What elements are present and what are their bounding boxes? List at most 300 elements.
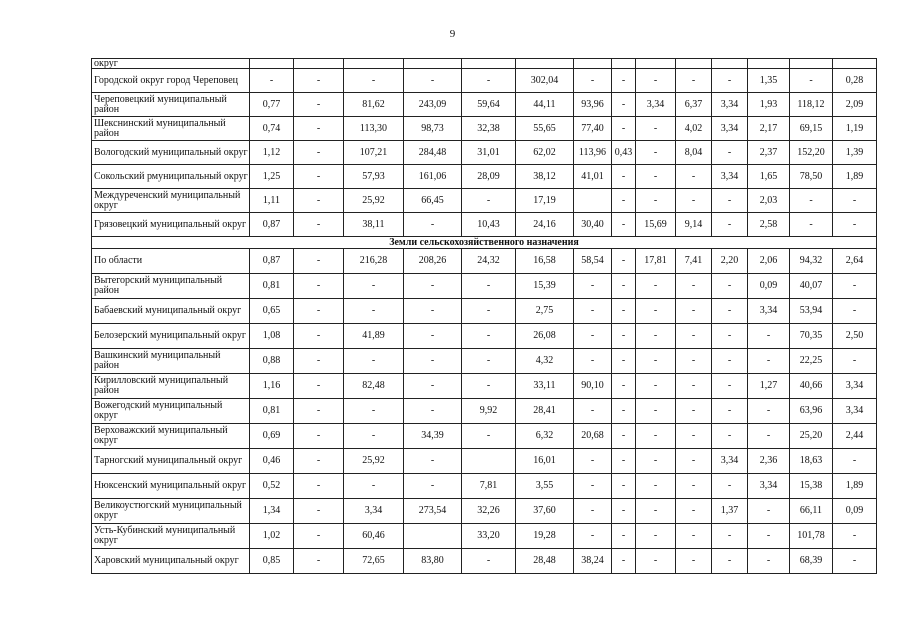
value-cell: 1,02 (250, 524, 294, 549)
value-cell: - (612, 524, 636, 549)
value-cell: - (833, 213, 877, 237)
table-row (92, 299, 877, 324)
value-cell: 3,34 (344, 499, 404, 524)
value-cell: - (676, 549, 712, 574)
value-cell: 8,04 (676, 141, 712, 165)
value-cell: 113,96 (574, 141, 612, 165)
region-name-cell: Вашкинский муниципальный район (92, 349, 250, 374)
value-cell: - (712, 299, 748, 324)
value-cell: 22,25 (790, 349, 833, 374)
value-cell: 0,87 (250, 249, 294, 274)
value-cell: 17,19 (516, 189, 574, 213)
value-cell: 1,11 (250, 189, 294, 213)
value-cell: 1,25 (250, 165, 294, 189)
value-cell: 32,26 (462, 499, 516, 524)
value-cell: - (676, 69, 712, 93)
value-cell (516, 59, 574, 69)
value-cell: 3,34 (712, 449, 748, 474)
value-cell: - (462, 189, 516, 213)
value-cell: - (612, 93, 636, 117)
value-cell: 2,58 (748, 213, 790, 237)
value-cell: 55,65 (516, 117, 574, 141)
value-cell: 81,62 (344, 93, 404, 117)
value-cell: 28,41 (516, 399, 574, 424)
region-name-cell: Вологодский муниципальный округ (92, 141, 250, 165)
value-cell: 63,96 (790, 399, 833, 424)
value-cell (404, 524, 462, 549)
value-cell: 37,60 (516, 499, 574, 524)
section-title: Земли сельскохозяйственного назначения (92, 237, 877, 249)
table-row (92, 399, 877, 424)
value-cell: - (612, 424, 636, 449)
table-row (92, 349, 877, 374)
value-cell: 3,34 (748, 474, 790, 499)
value-cell: 38,12 (516, 165, 574, 189)
value-cell: 31,01 (462, 141, 516, 165)
value-cell: 302,04 (516, 69, 574, 93)
value-cell: - (404, 69, 462, 93)
value-cell: - (344, 349, 404, 374)
value-cell: 2,44 (833, 424, 877, 449)
region-name-cell: Кирилловский муниципальный район (92, 374, 250, 399)
value-cell: - (712, 324, 748, 349)
value-cell: 1,93 (748, 93, 790, 117)
table-row (92, 374, 877, 399)
value-cell: 16,58 (516, 249, 574, 274)
value-cell: 15,39 (516, 274, 574, 299)
table-row (92, 499, 877, 524)
value-cell: - (404, 324, 462, 349)
region-name-cell: Верховажский муниципальный округ (92, 424, 250, 449)
value-cell: 60,46 (344, 524, 404, 549)
value-cell: 2,20 (712, 249, 748, 274)
value-cell: 243,09 (404, 93, 462, 117)
value-cell: - (574, 524, 612, 549)
value-cell: - (250, 69, 294, 93)
region-name-cell: Сокольский рмуниципальный округ (92, 165, 250, 189)
value-cell: - (294, 141, 344, 165)
value-cell: - (612, 374, 636, 399)
region-name-cell: Междуреченский муниципальный округ (92, 189, 250, 213)
value-cell: - (790, 69, 833, 93)
value-cell: - (404, 274, 462, 299)
value-cell: - (676, 299, 712, 324)
value-cell: - (574, 274, 612, 299)
value-cell: - (676, 399, 712, 424)
region-name-cell: Череповецкий муниципальный район (92, 93, 250, 117)
value-cell: 20,68 (574, 424, 612, 449)
value-cell: 3,34 (712, 93, 748, 117)
value-cell: 15,38 (790, 474, 833, 499)
value-cell: 101,78 (790, 524, 833, 549)
value-cell: - (612, 499, 636, 524)
value-cell: - (712, 274, 748, 299)
value-cell: 93,96 (574, 93, 612, 117)
value-cell: 19,28 (516, 524, 574, 549)
region-name-cell: Бабаевский муниципальный округ (92, 299, 250, 324)
value-cell: - (636, 117, 676, 141)
value-cell: 30,40 (574, 213, 612, 237)
value-cell: 0,77 (250, 93, 294, 117)
value-cell: 2,09 (833, 93, 877, 117)
value-cell: - (404, 213, 462, 237)
value-cell: - (636, 374, 676, 399)
value-cell: 0,52 (250, 474, 294, 499)
value-cell: 70,35 (790, 324, 833, 349)
value-cell: 3,55 (516, 474, 574, 499)
value-cell: - (612, 69, 636, 93)
value-cell: - (712, 69, 748, 93)
value-cell: 41,01 (574, 165, 612, 189)
value-cell: - (748, 499, 790, 524)
value-cell: 82,48 (344, 374, 404, 399)
value-cell: 118,12 (790, 93, 833, 117)
value-cell: - (676, 449, 712, 474)
value-cell: - (636, 165, 676, 189)
value-cell: - (748, 349, 790, 374)
value-cell (574, 59, 612, 69)
value-cell: - (462, 374, 516, 399)
value-cell: 4,32 (516, 349, 574, 374)
value-cell: - (833, 524, 877, 549)
value-cell: 41,89 (344, 324, 404, 349)
table-row (92, 165, 877, 189)
value-cell: - (712, 399, 748, 424)
value-cell: 28,48 (516, 549, 574, 574)
value-cell: 2,36 (748, 449, 790, 474)
region-name-cell: Нюксенский муниципальный округ (92, 474, 250, 499)
value-cell: 0,69 (250, 424, 294, 449)
value-cell: 1,37 (712, 499, 748, 524)
value-cell: - (612, 213, 636, 237)
value-cell (574, 189, 612, 213)
value-cell: - (294, 93, 344, 117)
value-cell: - (833, 189, 877, 213)
value-cell: - (676, 274, 712, 299)
value-cell: - (790, 213, 833, 237)
region-name-cell: Тарногский муниципальный округ (92, 449, 250, 474)
value-cell: - (676, 524, 712, 549)
value-cell: 66,45 (404, 189, 462, 213)
value-cell: 107,21 (344, 141, 404, 165)
value-cell: - (612, 165, 636, 189)
value-cell (612, 59, 636, 69)
value-cell: 1,12 (250, 141, 294, 165)
value-cell: - (636, 474, 676, 499)
value-cell: 2,17 (748, 117, 790, 141)
table-row (92, 189, 877, 213)
value-cell: - (676, 324, 712, 349)
value-cell: 94,32 (790, 249, 833, 274)
value-cell: 0,28 (833, 69, 877, 93)
table-row (92, 141, 877, 165)
value-cell: 216,28 (344, 249, 404, 274)
value-cell: - (636, 549, 676, 574)
value-cell: - (636, 274, 676, 299)
value-cell: - (462, 424, 516, 449)
value-cell (294, 59, 344, 69)
value-cell: 2,75 (516, 299, 574, 324)
value-cell: 24,32 (462, 249, 516, 274)
value-cell: 33,20 (462, 524, 516, 549)
value-cell: 40,07 (790, 274, 833, 299)
value-cell: - (344, 399, 404, 424)
value-cell: - (612, 249, 636, 274)
value-cell: - (462, 549, 516, 574)
value-cell: - (294, 299, 344, 324)
value-cell: - (462, 324, 516, 349)
value-cell: 83,80 (404, 549, 462, 574)
value-cell: - (344, 424, 404, 449)
value-cell: - (294, 524, 344, 549)
value-cell: 24,16 (516, 213, 574, 237)
value-cell: - (294, 117, 344, 141)
value-cell (712, 59, 748, 69)
value-cell: - (712, 141, 748, 165)
value-cell: - (748, 524, 790, 549)
value-cell: - (612, 349, 636, 374)
value-cell: 72,65 (344, 549, 404, 574)
value-cell: 2,03 (748, 189, 790, 213)
value-cell: 273,54 (404, 499, 462, 524)
value-cell: - (574, 299, 612, 324)
value-cell: - (636, 141, 676, 165)
value-cell: 284,48 (404, 141, 462, 165)
region-name-cell: Вытегорский муниципальный район (92, 274, 250, 299)
value-cell: 1,08 (250, 324, 294, 349)
value-cell (462, 59, 516, 69)
value-cell: 1,19 (833, 117, 877, 141)
value-cell: 1,27 (748, 374, 790, 399)
value-cell: - (712, 424, 748, 449)
table-row (92, 117, 877, 141)
value-cell: - (612, 117, 636, 141)
value-cell: - (462, 299, 516, 324)
value-cell: 1,34 (250, 499, 294, 524)
value-cell: 59,64 (462, 93, 516, 117)
value-cell: 69,15 (790, 117, 833, 141)
value-cell: - (712, 374, 748, 399)
value-cell: 1,35 (748, 69, 790, 93)
table-row (92, 549, 877, 574)
region-name-cell: Шекснинский муниципальный район (92, 117, 250, 141)
value-cell: 28,09 (462, 165, 516, 189)
value-cell (748, 59, 790, 69)
value-cell: 152,20 (790, 141, 833, 165)
value-cell: 40,66 (790, 374, 833, 399)
region-name-cell: Вожегодский муниципальный округ (92, 399, 250, 424)
value-cell: - (748, 549, 790, 574)
value-cell: 0,88 (250, 349, 294, 374)
value-cell (462, 449, 516, 474)
table-row (92, 424, 877, 449)
value-cell: - (712, 189, 748, 213)
value-cell (833, 59, 877, 69)
value-cell: - (636, 499, 676, 524)
table-row (92, 524, 877, 549)
value-cell: - (344, 299, 404, 324)
value-cell: 0,85 (250, 549, 294, 574)
region-name-cell: По области (92, 249, 250, 274)
value-cell (676, 59, 712, 69)
value-cell: - (676, 374, 712, 399)
section-header-row (92, 237, 877, 249)
value-cell: - (612, 474, 636, 499)
value-cell: 3,34 (833, 374, 877, 399)
value-cell: 98,73 (404, 117, 462, 141)
value-cell: 6,37 (676, 93, 712, 117)
value-cell: - (294, 474, 344, 499)
table-row (92, 449, 877, 474)
table-row (92, 213, 877, 237)
value-cell: 90,10 (574, 374, 612, 399)
value-cell: - (294, 399, 344, 424)
value-cell: - (612, 299, 636, 324)
value-cell: 62,02 (516, 141, 574, 165)
value-cell: 78,50 (790, 165, 833, 189)
value-cell: - (712, 213, 748, 237)
value-cell: - (833, 549, 877, 574)
value-cell: 3,34 (712, 165, 748, 189)
value-cell: - (636, 324, 676, 349)
value-cell: 17,81 (636, 249, 676, 274)
table-row (92, 69, 877, 93)
value-cell: - (748, 424, 790, 449)
value-cell: - (636, 189, 676, 213)
value-cell: - (612, 324, 636, 349)
value-cell: - (676, 165, 712, 189)
value-cell: - (636, 449, 676, 474)
value-cell: - (612, 274, 636, 299)
value-cell: - (712, 524, 748, 549)
value-cell: - (574, 499, 612, 524)
value-cell: - (676, 474, 712, 499)
value-cell: 113,30 (344, 117, 404, 141)
value-cell: 6,32 (516, 424, 574, 449)
value-cell: - (294, 449, 344, 474)
value-cell: - (574, 324, 612, 349)
value-cell (636, 59, 676, 69)
value-cell: 0,74 (250, 117, 294, 141)
value-cell: - (294, 349, 344, 374)
value-cell: 10,43 (462, 213, 516, 237)
value-cell: 0,09 (748, 274, 790, 299)
value-cell: 16,01 (516, 449, 574, 474)
value-cell: 208,26 (404, 249, 462, 274)
value-cell: - (612, 549, 636, 574)
region-name-cell: Усть-Кубинский муниципальный округ (92, 524, 250, 549)
value-cell (790, 59, 833, 69)
value-cell: 25,20 (790, 424, 833, 449)
value-cell: - (294, 69, 344, 93)
value-cell: - (833, 349, 877, 374)
value-cell: 2,06 (748, 249, 790, 274)
value-cell: - (404, 474, 462, 499)
value-cell: 15,69 (636, 213, 676, 237)
value-cell: 9,92 (462, 399, 516, 424)
value-cell: - (344, 69, 404, 93)
value-cell: 25,92 (344, 189, 404, 213)
value-cell: 77,40 (574, 117, 612, 141)
value-cell: 3,34 (748, 299, 790, 324)
page-number: 9 (449, 28, 456, 40)
value-cell: - (712, 549, 748, 574)
value-cell: - (574, 449, 612, 474)
value-cell: 1,65 (748, 165, 790, 189)
value-cell: 1,16 (250, 374, 294, 399)
value-cell: 0,43 (612, 141, 636, 165)
value-cell: 7,41 (676, 249, 712, 274)
value-cell: - (790, 189, 833, 213)
value-cell: - (294, 274, 344, 299)
value-cell: - (636, 424, 676, 449)
value-cell: 1,89 (833, 165, 877, 189)
value-cell: 0,81 (250, 274, 294, 299)
value-cell: 38,11 (344, 213, 404, 237)
value-cell: - (294, 213, 344, 237)
value-cell: - (404, 349, 462, 374)
value-cell: - (574, 474, 612, 499)
value-cell: 25,92 (344, 449, 404, 474)
value-cell: - (676, 424, 712, 449)
value-cell: 33,11 (516, 374, 574, 399)
value-cell: 66,11 (790, 499, 833, 524)
value-cell: - (636, 524, 676, 549)
value-cell: 53,94 (790, 299, 833, 324)
value-cell: 2,64 (833, 249, 877, 274)
value-cell (404, 59, 462, 69)
value-cell: - (574, 349, 612, 374)
value-cell: 32,38 (462, 117, 516, 141)
value-cell: 0,87 (250, 213, 294, 237)
value-cell: - (712, 349, 748, 374)
value-cell: 4,02 (676, 117, 712, 141)
value-cell: 9,14 (676, 213, 712, 237)
region-name-cell: Харовский муниципальный округ (92, 549, 250, 574)
value-cell: - (574, 399, 612, 424)
region-name-cell: округ (92, 59, 250, 69)
value-cell: - (676, 189, 712, 213)
value-cell: 18,63 (790, 449, 833, 474)
table-row (92, 324, 877, 349)
value-cell: 0,09 (833, 499, 877, 524)
value-cell: 34,39 (404, 424, 462, 449)
value-cell: - (676, 349, 712, 374)
value-cell: - (676, 499, 712, 524)
value-cell: 68,39 (790, 549, 833, 574)
value-cell: 44,11 (516, 93, 574, 117)
value-cell: 3,34 (712, 117, 748, 141)
value-cell: - (712, 474, 748, 499)
value-cell: - (833, 299, 877, 324)
value-cell: 161,06 (404, 165, 462, 189)
value-cell: - (636, 349, 676, 374)
value-cell: - (294, 374, 344, 399)
value-cell: - (612, 189, 636, 213)
value-cell: 0,65 (250, 299, 294, 324)
value-cell: - (748, 399, 790, 424)
value-cell: - (833, 449, 877, 474)
value-cell: - (404, 399, 462, 424)
value-cell: - (462, 274, 516, 299)
value-cell: 3,34 (636, 93, 676, 117)
value-cell: - (462, 69, 516, 93)
region-name-cell: Грязовецкий муниципальный округ (92, 213, 250, 237)
value-cell (250, 59, 294, 69)
value-cell: - (294, 324, 344, 349)
value-cell: - (294, 249, 344, 274)
value-cell: 26,08 (516, 324, 574, 349)
